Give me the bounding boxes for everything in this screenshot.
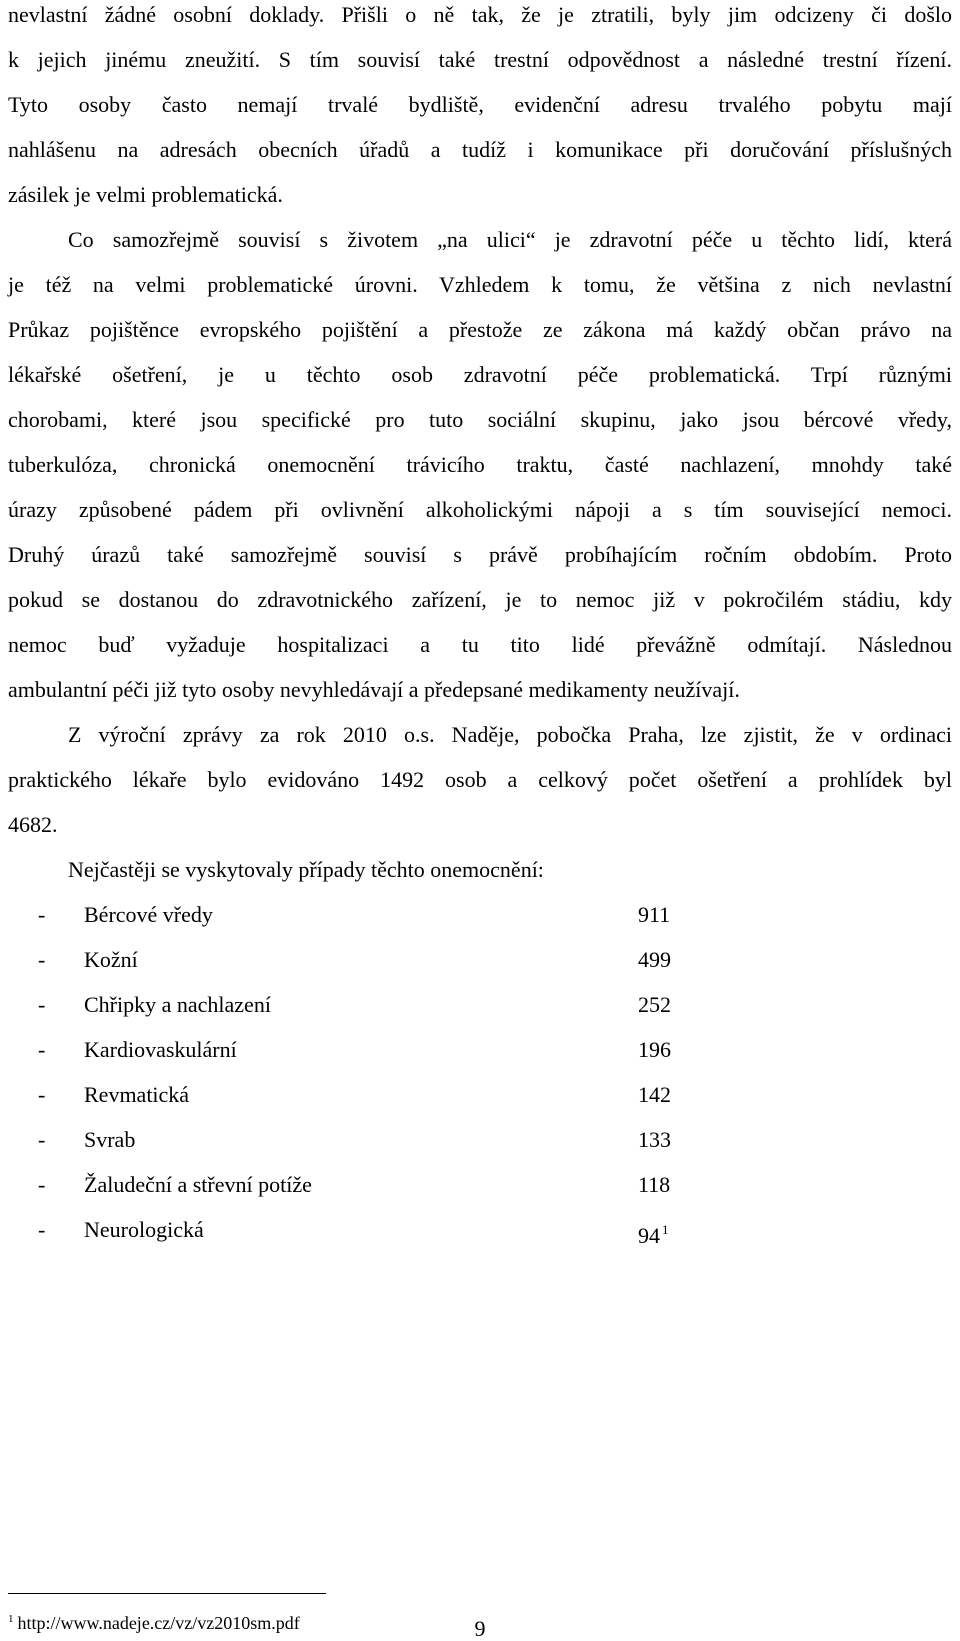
paragraph-line: nevlastní žádné osobní doklady. Přišli o ně tak, že je ztratili, byly jim odcizeny či došlo [8,2,952,27]
paragraph-line: Průkaz pojištěnce evropského pojištění a přestože ze zákona má každý občan právo na [8,317,952,342]
paragraph-line: Co samozřejmě souvisí s životem „na ulici“ je zdravotní péče u těchto lidí, která [68,227,952,252]
paragraph-line: ambulantní péči již tyto osoby nevyhledávají a předepsané medikamenty neužívají. [8,677,740,702]
disease-count: 499 [638,947,671,972]
paragraph-line: zásilek je velmi problematická. [8,182,283,207]
list-dash: - [38,992,46,1017]
list-intro: Nejčastěji se vyskytovaly případy těchto onemocnění: [68,857,544,882]
paragraph-line: úrazy způsobené pádem při ovlivnění alkoholickými nápoji a s tím související nemoci. [8,497,952,522]
paragraph-line: nemoc buď vyžaduje hospitalizaci a tu tito lidé převážně odmítají. Následnou [8,632,952,657]
disease-name: Neurologická [84,1217,204,1242]
page-number: 9 [474,1616,486,1641]
disease-count: 252 [638,992,671,1017]
disease-count: 118 [638,1172,671,1197]
footnote-link[interactable]: http://www.nadeje.cz/vz/vz2010sm.pdf [17,1613,300,1633]
list-dash: - [38,947,46,972]
list-dash: - [38,1082,46,1107]
paragraph-line: Tyto osoby často nemají trvalé bydliště, evidenční adresu trvalého pobytu mají [8,92,952,117]
disease-name: Chřipky a nachlazení [84,992,271,1017]
disease-name: Svrab [84,1127,136,1152]
disease-count-value: 94 [638,1223,660,1248]
disease-count: 196 [638,1037,671,1062]
disease-count: 142 [638,1082,671,1107]
paragraph-line: tuberkulóza, chronická onemocnění trávicího traktu, časté nachlazení, mnohdy také [8,452,952,477]
paragraph-line: nahlášenu na adresách obecních úřadů a tudíž i komunikace při doručování příslušných [8,137,952,162]
paragraph-line: 4682. [8,812,58,837]
disease-name: Kardiovaskulární [84,1037,237,1062]
footnote-separator [8,1593,326,1594]
disease-name: Revmatická [84,1082,190,1107]
paragraph-line: Z výroční zprávy za rok 2010 o.s. Naděje, pobočka Praha, lze zjistit, že v ordinaci [68,722,952,747]
footnote-reference[interactable]: 1 [662,1222,669,1237]
paragraph-line: chorobami, které jsou specifické pro tuto sociální skupinu, jako jsou bércové vředy, [8,407,952,432]
disease-count: 133 [638,1127,671,1152]
paragraph-line: je též na velmi problematické úrovni. Vzhledem k tomu, že většina z nich nevlastní [8,272,952,297]
list-dash: - [38,1127,46,1152]
list-dash: - [38,1217,46,1242]
paragraph-line: Druhý úrazů také samozřejmě souvisí s právě probíhajícím ročním obdobím. Proto [8,542,952,567]
paragraph-line: pokud se dostanou do zdravotnického zařízení, je to nemoc již v pokročilém stádiu, kdy [8,587,952,612]
footnote-number: 1 [8,1613,14,1625]
disease-name: Kožní [84,947,138,972]
disease-name: Žaludeční a střevní potíže [84,1172,312,1197]
paragraph-line: k jejich jinému zneužití. S tím souvisí také trestní odpovědnost a následné trestní řízení. [8,47,952,72]
paragraph-line: praktického lékaře bylo evidováno 1492 osob a celkový počet ošetření a prohlídek byl [8,767,952,792]
list-dash: - [38,1037,46,1062]
list-dash: - [38,1172,46,1197]
disease-count: 911 [638,902,671,927]
disease-name: Bércové vředy [84,902,213,927]
paragraph-line: lékařské ošetření, je u těchto osob zdravotní péče problematická. Trpí různými [8,362,952,387]
list-dash: - [38,902,46,927]
disease-count [638,1219,669,1247]
